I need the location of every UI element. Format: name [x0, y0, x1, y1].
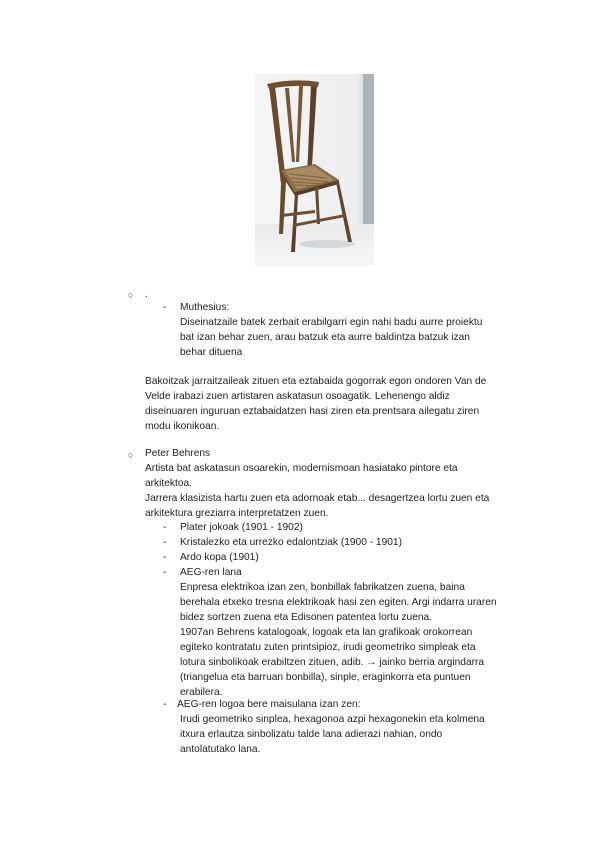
text-line: diseinuaren inguruan eztabaidatzen hasi ziren eta prentsara ailegatu ziren	[145, 406, 480, 417]
list-item: Plater jokoak (1901 - 1902)	[180, 522, 303, 533]
dash-marker: -	[163, 699, 167, 710]
dash-marker: -	[163, 537, 167, 548]
text-line: bat izan behar zuen, arau batzuk eta aurre baldintza batzuk izan	[180, 332, 470, 343]
text-line: arkitektura greziarra interpretatzen zuen.	[145, 508, 329, 519]
text-line: behar dituena	[180, 347, 243, 358]
text-line: Velde irabazi zuen artistaren askatasun osoagatik. Lehenengo aldiz	[145, 391, 450, 402]
muthesius-item	[180, 300, 482, 360]
text-line: Jarrera klasizista hartu zuen eta adornoak etab... desagertzea lortu zuen eta	[145, 493, 490, 504]
chair-photo	[255, 74, 374, 266]
dash-marker: -	[163, 552, 167, 563]
text-line: bidez sortzen zuena eta Edisonen patentea lortu zuena.	[180, 612, 433, 623]
dash-marker: -	[163, 567, 167, 578]
list-bullet: ○	[128, 450, 134, 460]
muthesius-title: Muthesius:	[180, 302, 230, 313]
behrens-intro	[145, 446, 489, 521]
text-line: lotura sinbolikoak erabiltzen zituen, adib. → jainko berria argindarra	[180, 657, 485, 668]
list-item-text: .	[145, 289, 148, 300]
text-line: erabilera.	[180, 687, 223, 698]
item-title: AEG-ren logoa bere maisulana izan zen:	[177, 699, 361, 710]
list-item: AEG-ren lana	[180, 567, 242, 578]
list-item: Ardo kopa (1901)	[180, 552, 259, 563]
text-line: antolatutako lana.	[180, 744, 261, 755]
text-line: berehala etxeko tresna elektrikoak hasi zen egiten. Argi indarra uraren	[180, 597, 497, 608]
dash-marker: -	[163, 302, 167, 313]
text-line: modu ikonikoan.	[145, 421, 220, 432]
text-line: Irudi geometriko sinplea, hexagonoa azpi hexagonekin eta kolmena	[180, 714, 485, 725]
text-line: (triangelua eta barruan bonbilla), sinple, eraginkorra eta puntuen	[180, 672, 471, 683]
aeg-logo-item	[177, 697, 485, 757]
text-line: Diseinatzaile batek zerbait erabilgarri egin nahi badu aurre proiektu	[180, 317, 483, 328]
text-line: Artista bat askatasun osoarekin, modernismoan hasiatako pintore eta	[145, 463, 458, 474]
section-title: Peter Behrens	[145, 448, 211, 459]
text-line: Enpresa elektrikoa izan zen, bonbillak fabrikatzen zuena, baina	[180, 582, 465, 593]
paragraph	[145, 374, 486, 434]
dash-marker: -	[163, 522, 167, 533]
aeg-description	[180, 580, 497, 700]
text-line: egiteko kontratatu zuten printsipioz, irudi geometriko simpleak eta	[180, 642, 476, 653]
list-bullet: ○	[128, 290, 134, 300]
list-item: Kristalezko eta urrezko edalontziak (1900 - 1901)	[180, 537, 402, 548]
text-line: 1907an Behrens katalogoak, logoak eta lan grafikoak orokorrean	[180, 627, 473, 638]
text-line: arkitektoa.	[145, 478, 192, 489]
text-line: Bakoitzak jarraitzaileak zituen eta eztabaida gogorrak egon ondoren Van de	[145, 376, 487, 387]
text-line: itxura erlautza sinbolizatu talde lana adierazi nahian, ondo	[180, 729, 443, 740]
